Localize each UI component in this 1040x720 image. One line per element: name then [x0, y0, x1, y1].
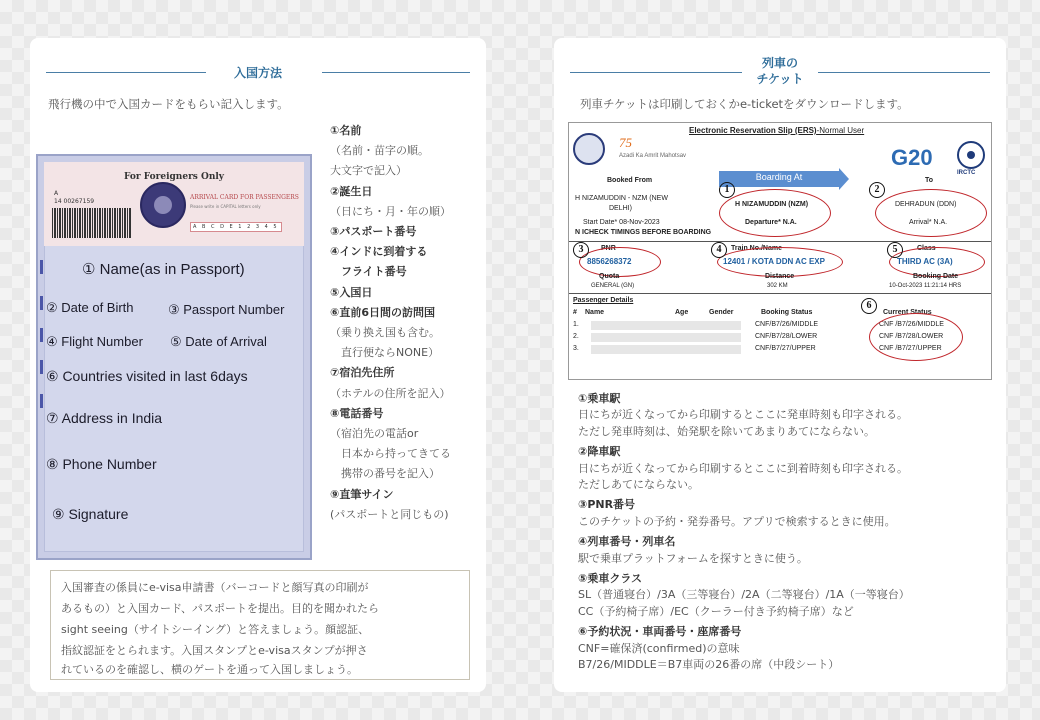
field-countries: ⑥ Countries visited in last 6days: [46, 368, 248, 384]
immigration-procedure-box: 入国審査の係員にe-visa申請書（バーコードと顔写真の印刷が あるもの）と入国カード、パスポートを提出。目的を聞かれたら sight seeing（サイトシーイング）と答えましょう。顔認証、 指紋認証をとられます。入国スタンプとe-visaスタンプが押さ れているのを確認し、横のゲートを通って入国しましょう。: [50, 570, 470, 680]
boarding-at-arrow: Boarding At: [719, 171, 839, 187]
field-name: ① Name(as in Passport): [82, 261, 245, 278]
train-title-row: [570, 56, 990, 88]
note-line: ⑥直前6日間の訪問国: [330, 305, 435, 319]
explanation-line: 日にちが近くなってから印刷するとここに到着時刻も印字される。: [578, 461, 908, 475]
train-subtitle: 列車チケットは印刷しておくかe-ticketをダウンロードします。: [580, 97, 909, 111]
note-line: ①名前: [330, 124, 362, 137]
note-line: ⑨直筆サイン: [330, 487, 394, 501]
arrival-card-header: For Foreigners Only A 14 00267159 ARRIVAL CARD FOR PASSENGERS Please write in CAPITAL letters only A B C D E 1 2 3 4 5: [44, 162, 304, 246]
explanation-line: ただし発車時刻は、始発駅を除いてあまりあてにならない。: [578, 424, 875, 438]
pnr-number: 8856268372: [587, 257, 632, 266]
explanation-line: CNF=確保済(confirmed)の意味: [578, 641, 740, 655]
explanation-heading: ②降車駅: [578, 445, 621, 459]
note-line: ⑧電話番号: [330, 406, 384, 420]
note-line: 日本から持ってきてる: [330, 447, 451, 461]
train-name: 12401 / KOTA DDN AC EXP: [723, 257, 825, 266]
note-line: ⑤入国日: [330, 285, 373, 299]
train-ticket-panel: [554, 38, 1006, 692]
note-line: （名前・苗字の順。: [330, 144, 429, 158]
immigration-title-row: [46, 60, 470, 88]
note-line: 携帯の番号を記入）: [330, 467, 440, 481]
note-line: 直行便ならNONE）: [330, 346, 440, 360]
train-title-line1: 列車の: [761, 56, 798, 70]
explanation-line: 駅で乗車プラットフォームを探すときに使う。: [578, 551, 808, 565]
railway-emblem-icon: [573, 133, 605, 165]
immigration-subtitle: 飛行機の中で入国カードをもらい記入します。: [48, 97, 289, 111]
barcode-icon: [52, 208, 132, 238]
train-title-line2: チケット: [756, 72, 804, 86]
ers-header: Electronic Reservation Slip (ERS)-Normal User: [689, 126, 865, 135]
field-arrival-date: ⑤ Date of Arrival: [170, 334, 267, 349]
irctc-logo-icon: [957, 141, 985, 169]
note-line: 大文字で記入）: [330, 164, 407, 178]
note-line: ③パスポート番号: [330, 225, 417, 238]
note-line: フライト番号: [330, 265, 407, 279]
note-line: （日にち・月・年の順）: [330, 204, 451, 218]
ers-ticket-image: Electronic Reservation Slip (ERS)-Normal User 75 Azadi Ka Amrit Mahotsav G20 IRCTC Booked From Boarding At To H NIZAMUDDIN - NZM (NEW DELHI) Start Date* 08-Nov-2023 N ICHECK TIMINGS BEFORE BOARDING H NIZAMUDDIN (NZM) Departure* N.A. DEHRADUN (DDN) Arrival* N.A. 1 2 PNR 8856268372 Train No./Name 12401 / KOTA DDN AC EXP Class THIRD AC (3A) 3 4 5 Quota GENERAL (GN) Distance 302 KM Booking Date 10-Oct-2023 11:21:14 HRS Passenger Details # Name Age Gender Booking Status Current Status 6 1. CNF/B7/26/MIDDLE CNF /B7/26/MIDDLE 2. CNF/B7/28/LOWER CNF /B7/28/LOWER 3. CNF/B7/27/UPPER CNF /B7/27/UPPER: [568, 122, 992, 380]
note-line: （ホテルの住所を記入）: [330, 386, 451, 400]
explanation-line: B7/26/MIDDLE＝B7車両の26番の席（中段シート）: [578, 658, 840, 671]
train-class: THIRD AC (3A): [897, 257, 953, 266]
explanation-line: このチケットの予約・発券番号。アプリで検索するときに使用。: [578, 514, 896, 528]
explanation-heading: ⑥予約状況・車両番号・座席番号: [578, 625, 742, 639]
explanation-heading: ④列車番号・列車名: [578, 535, 676, 549]
field-passport: ③ Passport Number: [168, 302, 285, 317]
explanation-heading: ③PNR番号: [578, 498, 636, 512]
note-line: （乗り換え国も含む。: [330, 326, 440, 339]
immigration-panel: [30, 38, 486, 692]
explanation-heading: ⑤乗車クラス: [578, 572, 642, 585]
immigration-seal-icon: [140, 182, 186, 228]
field-flight: ④ Flight Number: [46, 334, 143, 349]
field-address: ⑦ Address in India: [46, 410, 163, 426]
note-line: (パスポートと同じもの): [330, 507, 449, 521]
for-foreigners-only: For Foreigners Only: [123, 172, 225, 182]
note-line: （宿泊先の電話or: [330, 427, 419, 440]
explanation-line: ただしあてにならない。: [578, 478, 699, 491]
arrival-card-title: ARRIVAL CARD FOR PASSENGERS: [190, 194, 299, 201]
note-line: ②誕生日: [330, 184, 373, 198]
note-line: ⑦宿泊先住所: [330, 366, 395, 380]
explanation-heading: ①乗車駅: [578, 392, 621, 405]
g20-logo: G20: [891, 145, 933, 170]
explanation-line: CC（予約椅子席）/EC（クーラー付き予約椅子席）など: [578, 604, 854, 618]
immigration-title: 入国方法: [233, 66, 282, 80]
explanation-line: SL（普通寝台）/3A（三等寝台）/2A（二等寝台）/1A（一等寝台）: [578, 588, 910, 602]
field-dob: ② Date of Birth: [46, 300, 134, 315]
field-phone: ⑧ Phone Number: [46, 456, 157, 472]
field-signature: ⑨ Signature: [52, 506, 129, 522]
arrival-card-image: [36, 154, 312, 560]
explanation-line: 日にちが近くなってから印刷するとここに発車時刻も印字される。: [578, 408, 908, 422]
note-line: ④インドに到着する: [330, 245, 428, 259]
